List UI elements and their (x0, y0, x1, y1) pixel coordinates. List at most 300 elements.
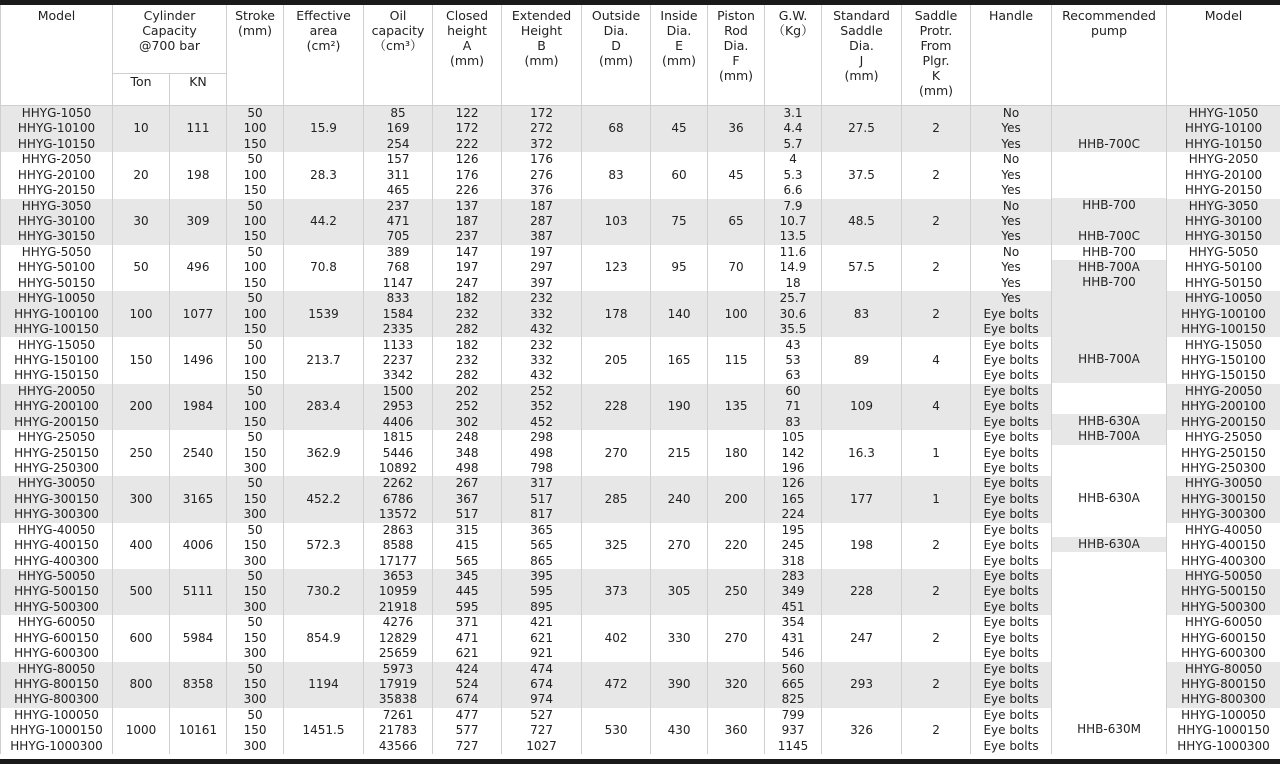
saddle-dia-cell: 48.5 (822, 199, 902, 245)
pump-line (1052, 629, 1166, 644)
model-right-value: HHYG-80050 (1184, 661, 1263, 676)
handle-cell (971, 523, 1052, 569)
kn-cell: 5111 (170, 569, 227, 615)
extended-height-cell (502, 569, 582, 615)
model-right-value: HHYG-30100 (1184, 214, 1263, 229)
gross-weight-value: 354 (781, 615, 805, 630)
stroke-cell (227, 615, 284, 661)
stroke-value: 50 (247, 152, 263, 167)
extended-height-value: 317 (530, 476, 553, 491)
gross-weight-value: 6.6 (783, 183, 803, 198)
closed-height-value: 248 (455, 430, 479, 445)
extended-height-value: 432 (530, 322, 553, 337)
gross-weight-value: 10.7 (779, 214, 807, 229)
inside-dia-cell: 390 (651, 662, 708, 708)
stroke-value: 300 (243, 507, 267, 522)
model-right-cell (1167, 430, 1280, 476)
gross-weight-value: 5.7 (783, 136, 803, 151)
handle-value: Eye bolts (983, 399, 1039, 414)
oil-value: 7261 (382, 707, 414, 722)
stroke-value: 150 (243, 723, 267, 738)
oil-value: 5446 (382, 445, 414, 460)
model-value: HHYG-800300 (14, 692, 99, 707)
gross-weight-value: 126 (781, 476, 805, 491)
handle-value: Eye bolts (983, 306, 1039, 321)
closed-height-value: 367 (455, 491, 479, 506)
handle-value: Eye bolts (983, 677, 1039, 692)
piston-rod-cell: 270 (708, 615, 765, 661)
closed-height-cell (433, 199, 502, 245)
pump-line (1052, 552, 1166, 567)
handle-value: Eye bolts (983, 445, 1039, 460)
handle-cell (971, 662, 1052, 708)
recommended-pump-column (1052, 106, 1167, 755)
model-cell (1, 662, 113, 708)
pump-line: HHB-700A (1052, 260, 1166, 275)
area-cell: 452.2 (284, 476, 364, 522)
kn-cell: 2540 (170, 430, 227, 476)
pump-line (1052, 106, 1166, 121)
piston-rod-cell: 220 (708, 523, 765, 569)
handle-value: No (1002, 198, 1020, 213)
inside-dia-cell: 190 (651, 384, 708, 430)
piston-rod-cell: 100 (708, 291, 765, 337)
model-right-value: HHYG-800300 (1181, 692, 1266, 707)
gross-weight-value: 825 (781, 692, 805, 707)
inside-dia-cell: 60 (651, 152, 708, 198)
oil-value: 3653 (382, 569, 414, 584)
extended-height-value: 298 (530, 430, 553, 445)
inside-dia-cell: 215 (651, 430, 708, 476)
model-value: HHYG-250150 (14, 445, 99, 460)
closed-height-value: 477 (455, 707, 479, 722)
model-value: HHYG-100150 (14, 322, 99, 337)
oil-value: 465 (386, 183, 410, 198)
handle-value: Eye bolts (983, 383, 1039, 398)
header-closed: Closed height A (mm) (433, 5, 502, 106)
model-right-value: HHYG-5050 (1188, 244, 1259, 259)
closed-height-cell (433, 152, 502, 198)
gross-weight-value: 60 (785, 383, 801, 398)
extended-height-cell (502, 384, 582, 430)
model-right-value: HHYG-400300 (1181, 553, 1266, 568)
handle-cell (971, 199, 1052, 245)
kn-cell: 111 (170, 106, 227, 153)
pump-line: HHB-630A (1078, 490, 1140, 505)
header-outside: Outside Dia. D (mm) (582, 5, 651, 106)
outside-dia-cell: 103 (582, 199, 651, 245)
extended-height-value: 865 (530, 553, 553, 568)
header-protr: Saddle Protr. From Plgr. K (mm) (902, 5, 971, 106)
stroke-value: 100 (243, 167, 267, 182)
extended-height-value: 297 (530, 260, 553, 275)
closed-height-cell (433, 384, 502, 430)
model-value: HHYG-400300 (14, 553, 99, 568)
handle-value: No (1002, 152, 1020, 167)
extended-height-cell (502, 615, 582, 661)
gross-weight-value: 546 (781, 646, 805, 661)
saddle-dia-cell: 83 (822, 291, 902, 337)
outside-dia-cell: 270 (582, 430, 651, 476)
header-model: Model (1, 5, 113, 106)
model-value: HHYG-200150 (14, 414, 99, 429)
header-extended: Extended Height B (mm) (502, 5, 582, 106)
model-right-cell (1167, 476, 1280, 522)
pump-line: HHB-700A (1052, 352, 1166, 367)
model-right-value: HHYG-250300 (1181, 460, 1266, 475)
gross-weight-value: 195 (781, 522, 805, 537)
model-right-cell (1167, 523, 1280, 569)
ton-cell: 1000 (113, 708, 170, 754)
model-value: HHYG-10150 (17, 136, 96, 151)
extended-height-value: 921 (530, 646, 553, 661)
closed-height-value: 182 (455, 337, 479, 352)
model-value: HHYG-50100 (17, 260, 96, 275)
extended-height-value: 187 (530, 198, 553, 213)
pump-line (1052, 475, 1166, 490)
extended-height-value: 232 (530, 291, 553, 306)
pump-line (1052, 368, 1166, 383)
model-right-value: HHYG-15050 (1184, 337, 1263, 352)
pump-line: HHB-700 (1082, 244, 1136, 259)
handle-value: Eye bolts (983, 723, 1039, 738)
model-value: HHYG-20100 (17, 167, 96, 182)
pump-line (1052, 506, 1166, 521)
model-right-cell (1167, 245, 1280, 291)
model-right-value: HHYG-30150 (1184, 229, 1263, 244)
saddle-protr-cell: 4 (902, 384, 971, 430)
closed-height-value: 621 (455, 646, 479, 661)
stroke-value: 150 (243, 445, 267, 460)
stroke-cell (227, 106, 284, 153)
model-right-value: HHYG-10150 (1184, 136, 1263, 151)
ton-cell: 10 (113, 106, 170, 153)
handle-value: No (1002, 106, 1020, 121)
stroke-cell (227, 152, 284, 198)
stroke-value: 300 (243, 738, 267, 753)
extended-height-value: 252 (530, 383, 553, 398)
extended-height-value: 372 (530, 136, 553, 151)
gross-weight-value: 560 (781, 661, 805, 676)
handle-cell (971, 152, 1052, 198)
piston-rod-cell: 320 (708, 662, 765, 708)
kn-cell: 8358 (170, 662, 227, 708)
oil-value: 21783 (378, 723, 418, 738)
pump-line (1052, 383, 1166, 398)
outside-dia-cell: 325 (582, 523, 651, 569)
gross-weight-value: 196 (781, 460, 805, 475)
extended-height-value: 527 (530, 707, 553, 722)
ton-cell: 200 (113, 384, 170, 430)
oil-cell (364, 245, 433, 291)
outside-dia-cell: 123 (582, 245, 651, 291)
handle-value: Eye bolts (983, 615, 1039, 630)
extended-height-value: 232 (530, 337, 553, 352)
closed-height-value: 172 (455, 121, 479, 136)
outside-dia-cell: 402 (582, 615, 651, 661)
model-value: HHYG-150150 (14, 368, 99, 383)
kn-cell: 10161 (170, 708, 227, 754)
handle-value: Yes (1001, 229, 1021, 244)
stroke-cell (227, 430, 284, 476)
extended-height-value: 397 (530, 275, 553, 290)
closed-height-value: 232 (455, 352, 479, 367)
inside-dia-cell: 45 (651, 106, 708, 153)
pump-line (1052, 152, 1166, 167)
closed-height-value: 137 (455, 198, 479, 213)
gross-weight-value: 4 (789, 152, 797, 167)
area-cell: 362.9 (284, 430, 364, 476)
model-value: HHYG-30100 (17, 214, 96, 229)
gross-weight-value: 224 (781, 507, 805, 522)
inside-dia-cell: 240 (651, 476, 708, 522)
piston-rod-cell: 135 (708, 384, 765, 430)
model-cell (1, 106, 113, 153)
gross-weight-cell (765, 291, 822, 337)
handle-value: No (1002, 244, 1020, 259)
closed-height-value: 498 (455, 460, 479, 475)
handle-value: Yes (1001, 136, 1021, 151)
pump-line (1052, 460, 1166, 475)
closed-height-cell (433, 337, 502, 383)
model-right-value: HHYG-50100 (1184, 260, 1263, 275)
ton-cell: 30 (113, 199, 170, 245)
model-value: HHYG-40050 (17, 522, 96, 537)
handle-value: Yes (1001, 183, 1021, 198)
oil-value: 17919 (378, 677, 418, 692)
area-cell: 15.9 (284, 106, 364, 153)
model-value: HHYG-20150 (17, 183, 96, 198)
model-value: HHYG-800150 (14, 677, 99, 692)
closed-height-value: 226 (455, 183, 479, 198)
saddle-dia-cell: 247 (822, 615, 902, 661)
oil-value: 157 (386, 152, 410, 167)
closed-height-value: 371 (455, 615, 479, 630)
model-value: HHYG-200100 (14, 399, 99, 414)
extended-height-value: 276 (530, 167, 553, 182)
header-capacity: Cylinder Capacity @700 bar (113, 5, 227, 73)
stroke-value: 50 (247, 476, 263, 491)
model-value: HHYG-30050 (17, 476, 96, 491)
gross-weight-value: 43 (785, 337, 801, 352)
closed-height-value: 565 (455, 553, 479, 568)
model-right-value: HHYG-100100 (1181, 306, 1266, 321)
handle-value: Eye bolts (983, 630, 1039, 645)
pump-line (1052, 614, 1166, 629)
saddle-protr-cell: 2 (902, 291, 971, 337)
handle-value: Yes (1001, 167, 1021, 182)
model-right-value: HHYG-40050 (1184, 522, 1263, 537)
stroke-value: 50 (247, 569, 263, 584)
saddle-protr-cell: 2 (902, 152, 971, 198)
model-value: HHYG-100100 (14, 306, 99, 321)
ton-cell: 150 (113, 337, 170, 383)
oil-cell (364, 199, 433, 245)
stroke-value: 150 (243, 183, 267, 198)
header-gw: G.W. （Kg） (765, 5, 822, 106)
kn-cell: 309 (170, 199, 227, 245)
header-saddle: Standard Saddle Dia. J (mm) (822, 5, 902, 106)
kn-cell: 1984 (170, 384, 227, 430)
saddle-protr-cell: 2 (902, 569, 971, 615)
kn-cell: 5984 (170, 615, 227, 661)
oil-cell (364, 523, 433, 569)
pump-line (1052, 583, 1166, 598)
area-cell: 730.2 (284, 569, 364, 615)
pump-line: HHB-700 (1052, 275, 1166, 290)
piston-rod-cell: 45 (708, 152, 765, 198)
stroke-value: 50 (247, 707, 263, 722)
gross-weight-value: 105 (781, 430, 805, 445)
oil-value: 2262 (382, 476, 414, 491)
gross-weight-cell (765, 615, 822, 661)
piston-rod-cell: 180 (708, 430, 765, 476)
handle-cell (971, 708, 1052, 754)
extended-height-value: 272 (530, 121, 553, 136)
extended-height-cell (502, 337, 582, 383)
model-value: HHYG-20050 (17, 383, 96, 398)
gross-weight-value: 14.9 (779, 260, 807, 275)
closed-height-value: 187 (455, 214, 479, 229)
ton-cell: 400 (113, 523, 170, 569)
extended-height-value: 432 (530, 368, 553, 383)
model-value: HHYG-5050 (21, 244, 92, 259)
model-value: HHYG-25050 (17, 430, 96, 445)
extended-height-value: 798 (530, 460, 553, 475)
model-value: HHYG-1000300 (10, 738, 103, 753)
saddle-dia-cell: 293 (822, 662, 902, 708)
handle-value: Eye bolts (983, 522, 1039, 537)
kn-cell: 3165 (170, 476, 227, 522)
extended-height-value: 817 (530, 507, 553, 522)
oil-cell (364, 430, 433, 476)
oil-value: 3342 (382, 368, 414, 383)
closed-height-value: 595 (455, 599, 479, 614)
oil-value: 1500 (382, 383, 414, 398)
gross-weight-cell (765, 337, 822, 383)
closed-height-value: 577 (455, 723, 479, 738)
model-right-value: HHYG-20050 (1184, 383, 1263, 398)
ton-cell: 800 (113, 662, 170, 708)
stroke-value: 100 (243, 352, 267, 367)
stroke-value: 50 (247, 661, 263, 676)
gross-weight-cell (765, 245, 822, 291)
ton-cell: 600 (113, 615, 170, 661)
stroke-cell (227, 384, 284, 430)
gross-weight-value: 4.4 (783, 121, 803, 136)
model-value: HHYG-150100 (14, 352, 99, 367)
extended-height-value: 197 (530, 244, 553, 259)
model-cell (1, 199, 113, 245)
extended-height-cell (502, 245, 582, 291)
pump-line: HHB-700C (1052, 229, 1166, 244)
model-cell (1, 337, 113, 383)
pump-line (1052, 183, 1166, 198)
gross-weight-value: 431 (781, 630, 805, 645)
pump-line (1052, 306, 1166, 321)
model-right-value: HHYG-10050 (1184, 291, 1263, 306)
stroke-value: 100 (243, 260, 267, 275)
handle-value: Eye bolts (983, 337, 1039, 352)
stroke-cell (227, 476, 284, 522)
model-value: HHYG-10050 (17, 291, 96, 306)
model-value: HHYG-600150 (14, 630, 99, 645)
header-oil: Oil capacity （cm³） (364, 5, 433, 106)
extended-height-value: 352 (530, 399, 553, 414)
oil-value: 6786 (382, 491, 414, 506)
inside-dia-cell: 270 (651, 523, 708, 569)
outside-dia-cell: 530 (582, 708, 651, 754)
stroke-cell (227, 662, 284, 708)
model-value: HHYG-1050 (21, 106, 92, 121)
closed-height-value: 471 (455, 630, 479, 645)
gross-weight-cell (765, 199, 822, 245)
gross-weight-value: 5.3 (783, 167, 803, 182)
extended-height-value: 421 (530, 615, 553, 630)
extended-height-cell (502, 152, 582, 198)
pump-line: HHB-630A (1052, 537, 1166, 552)
handle-value: Eye bolts (983, 661, 1039, 676)
model-value: HHYG-2050 (21, 152, 92, 167)
saddle-protr-cell: 2 (902, 106, 971, 153)
extended-height-cell (502, 708, 582, 754)
model-right-value: HHYG-200100 (1181, 399, 1266, 414)
model-value: HHYG-3050 (21, 198, 92, 213)
gross-weight-value: 3.1 (783, 106, 803, 121)
closed-height-value: 517 (455, 507, 479, 522)
closed-height-cell (433, 708, 502, 754)
area-cell: 1451.5 (284, 708, 364, 754)
model-right-cell (1167, 199, 1280, 245)
stroke-value: 100 (243, 306, 267, 321)
model-right-value: HHYG-50050 (1184, 569, 1263, 584)
saddle-dia-cell: 16.3 (822, 430, 902, 476)
stroke-cell (227, 291, 284, 337)
oil-cell (364, 384, 433, 430)
closed-height-value: 147 (455, 244, 479, 259)
table-row (1, 106, 1280, 153)
pump-line (1052, 645, 1166, 660)
saddle-dia-cell: 109 (822, 384, 902, 430)
gross-weight-value: 349 (781, 584, 805, 599)
oil-value: 4406 (382, 414, 414, 429)
area-cell: 283.4 (284, 384, 364, 430)
gross-weight-value: 35.5 (779, 322, 807, 337)
oil-cell (364, 662, 433, 708)
gross-weight-value: 451 (781, 599, 805, 614)
saddle-protr-cell: 2 (902, 708, 971, 754)
oil-cell (364, 106, 433, 153)
closed-height-cell (433, 615, 502, 661)
model-right-cell (1167, 384, 1280, 430)
handle-value: Eye bolts (983, 707, 1039, 722)
piston-rod-cell: 360 (708, 708, 765, 754)
model-cell (1, 430, 113, 476)
handle-value: Eye bolts (983, 646, 1039, 661)
pump-line (1052, 568, 1166, 583)
oil-value: 1133 (382, 337, 414, 352)
pump-line (1052, 445, 1166, 460)
model-right-value: HHYG-250150 (1181, 445, 1266, 460)
closed-height-value: 345 (455, 569, 479, 584)
stroke-cell (227, 337, 284, 383)
stroke-cell (227, 245, 284, 291)
oil-value: 389 (386, 244, 410, 259)
stroke-value: 50 (247, 383, 263, 398)
area-cell: 572.3 (284, 523, 364, 569)
handle-value: Yes (1001, 121, 1021, 136)
spec-table (0, 5, 1280, 754)
